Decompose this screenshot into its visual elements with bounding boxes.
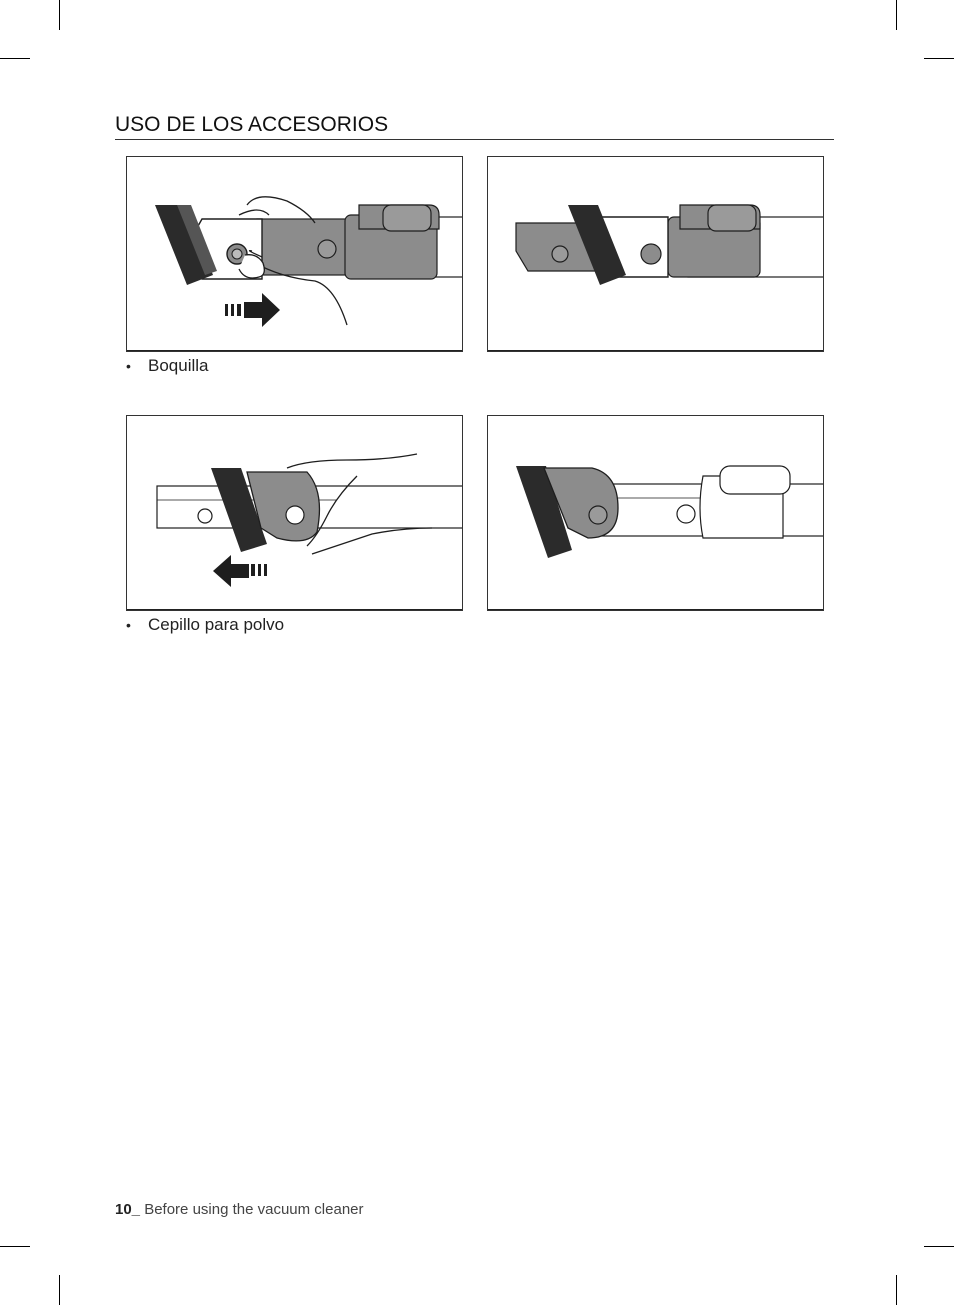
brush-attached-drawing [488,416,824,611]
footer-text: Before using the vacuum cleaner [144,1201,364,1218]
item-label-cepillo: Cepillo para polvo [148,615,285,634]
list-item [126,615,284,635]
illustration-nozzle-attached [487,156,824,352]
crop-mark [924,58,954,59]
bullet-marker: • [126,617,131,633]
crop-mark [924,1246,954,1247]
illustration-brush-attach [126,415,463,611]
nozzle-attached-drawing [488,157,824,352]
illustration-brush-attached [487,415,824,611]
crop-mark [896,1275,897,1305]
crop-mark [0,58,30,59]
crop-mark [59,0,60,30]
crop-mark [896,0,897,30]
nozzle-attach-drawing [127,157,463,352]
crop-mark [59,1275,60,1305]
page-number: 10_ [115,1201,141,1218]
bullet-marker: • [126,358,131,374]
illustration-nozzle-attach [126,156,463,352]
item-label-boquilla: Boquilla [148,356,209,375]
page-footer [115,1201,364,1218]
brush-attach-drawing [127,416,463,611]
list-item [126,356,209,376]
section-title: USO DE LOS ACCESORIOS [115,113,389,136]
crop-mark [0,1246,30,1247]
title-underline [115,139,834,140]
